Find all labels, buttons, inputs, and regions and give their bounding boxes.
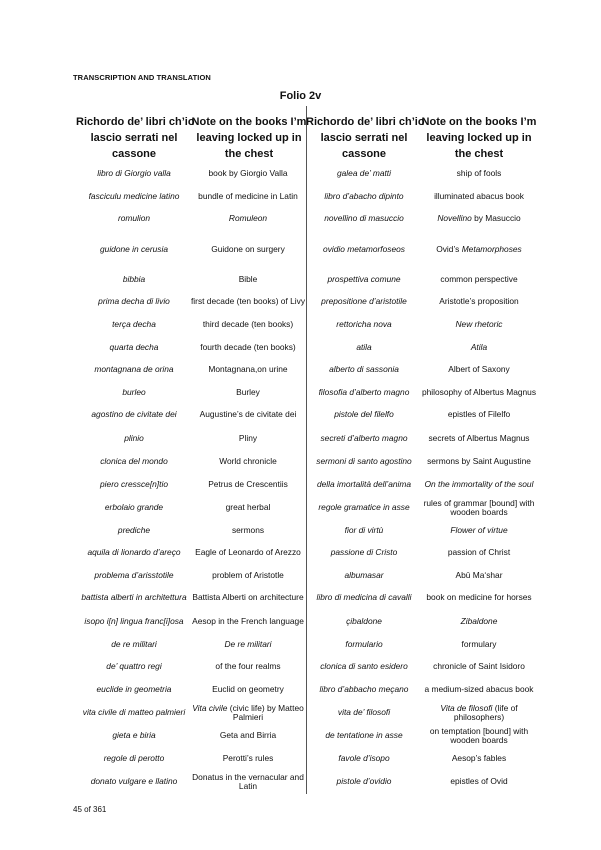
- right-original-title: [307, 337, 421, 360]
- original-title-text: libro di Giorgio valla: [97, 168, 171, 179]
- original-title-text: romulion: [117, 213, 151, 224]
- original-title-text: erbolaio grande: [104, 502, 164, 513]
- original-title-text: ovidio metamorfoseos: [323, 244, 405, 255]
- translation-text: [191, 297, 305, 307]
- translation-text: [190, 773, 306, 792]
- translation-part: Abū Ma‘shar: [455, 570, 503, 581]
- left-original-title: [77, 702, 191, 725]
- right-translation: [421, 587, 537, 610]
- translation-text: [450, 777, 507, 787]
- right-translation: [421, 291, 537, 314]
- translation-part: secrets of Albertus Magnus: [428, 433, 530, 444]
- right-translation: [421, 771, 537, 794]
- translation-text: [219, 457, 277, 467]
- right-translation: [421, 451, 537, 474]
- right-translation: [421, 269, 537, 292]
- original-title-text: galea de’ matti: [336, 168, 391, 179]
- left-original-title: [77, 474, 191, 497]
- right-original-title: [307, 186, 421, 209]
- translation-part: first decade (ten books) of Livy: [190, 296, 306, 307]
- translation-part: epistles of Filelfo: [447, 409, 511, 420]
- translation-text: [434, 192, 524, 202]
- translation-text: [450, 526, 507, 536]
- right-translation: [421, 208, 537, 231]
- original-title-text: vita civile di matteo palmieri: [82, 707, 186, 718]
- translation-text: [208, 365, 287, 375]
- translation-part: common perspective: [440, 274, 518, 285]
- right-original-title: [307, 520, 421, 543]
- header-line: lascio serrati nel: [90, 132, 178, 144]
- translation-italic-part: Novellino: [437, 213, 472, 224]
- translation-text: [198, 192, 298, 202]
- translation-text: [209, 169, 288, 179]
- left-translation: [190, 634, 306, 657]
- right-original-title: [307, 239, 421, 262]
- right-original-title: [307, 656, 421, 679]
- translation-text: [212, 685, 284, 695]
- left-translation: [190, 474, 306, 497]
- translation-part: Euclid on geometry: [212, 684, 284, 695]
- original-title-text: burleo: [122, 387, 146, 398]
- right-original-title: [307, 474, 421, 497]
- original-title-text: filosofia d’alberto magno: [318, 387, 410, 398]
- header-line: leaving locked up in: [196, 132, 302, 144]
- right-original-title: [307, 611, 421, 634]
- left-translation: [190, 337, 306, 360]
- translation-text: [200, 410, 297, 420]
- translation-part: New rhetoric: [455, 319, 503, 330]
- header-line: leaving locked up in: [426, 132, 532, 144]
- right-translation: [421, 337, 537, 360]
- right-original-title: [307, 771, 421, 794]
- translation-part: sermons by Saint Augustine: [427, 456, 531, 467]
- left-translation: [190, 497, 306, 520]
- translation-part: book by Giorgio Valla: [208, 168, 288, 179]
- translation-part: Eagle of Leonardo of Arezzo: [195, 547, 301, 558]
- translation-text: [452, 754, 506, 764]
- translation-part: (life of philosophers): [453, 702, 518, 722]
- translation-text: [440, 275, 517, 285]
- translation-text: [421, 704, 537, 723]
- translation-part: third decade (ten books): [202, 319, 294, 330]
- translation-text: [239, 275, 258, 285]
- translation-text: [448, 410, 510, 420]
- original-title-text: regole gramatice in asse: [318, 502, 410, 513]
- translation-part: great herbal: [225, 502, 271, 513]
- original-title-text: favole d’isopo: [338, 753, 390, 764]
- translation-part: a medium-sized abacus book: [424, 684, 534, 695]
- translation-part: Guidone on surgery: [211, 244, 285, 255]
- original-title-text: passione di Cristo: [330, 547, 398, 558]
- translation-part: passion of Christ: [447, 547, 511, 558]
- right-translation: [421, 565, 537, 588]
- left-translation: [190, 679, 306, 702]
- translation-part: Romuleon: [228, 213, 268, 224]
- translation-text: [437, 214, 520, 224]
- left-original-title: [77, 208, 191, 231]
- translation-part: formulary: [461, 639, 497, 650]
- original-title-text: secreti d’alberto magno: [320, 433, 408, 444]
- translation-text: [192, 617, 304, 627]
- left-original-title: [77, 269, 191, 292]
- translation-text: [211, 245, 285, 255]
- translation-part: Battista Alberti on architecture: [192, 592, 304, 603]
- translation-text: [439, 297, 518, 307]
- left-translation: [190, 725, 306, 748]
- header-line: Note on the books I’m: [191, 116, 307, 128]
- translation-text: [426, 593, 531, 603]
- right-original-title: [307, 679, 421, 702]
- left-translation: [190, 163, 306, 186]
- right-original-title: [307, 269, 421, 292]
- left-original-title: [77, 520, 191, 543]
- header-line: lascio serrati nel: [320, 132, 408, 144]
- right-translation: [421, 611, 537, 634]
- original-title-text: çibaldone: [346, 616, 382, 627]
- translation-text: [436, 245, 522, 255]
- original-title-text: vita de’ filosofi: [337, 707, 391, 718]
- right-original-title: [307, 565, 421, 588]
- translation-text: [461, 617, 498, 627]
- translation-text: [190, 704, 306, 723]
- original-title-text: pistole del filelfo: [334, 409, 394, 420]
- translation-part: on temptation [bound] with wooden boards: [429, 725, 529, 745]
- right-original-title: [307, 451, 421, 474]
- original-title-text: prima decha di livio: [98, 296, 170, 307]
- right-original-title: [307, 208, 421, 231]
- translation-part: bundle of medicine in Latin: [198, 191, 298, 202]
- original-title-text: de re militari: [111, 639, 157, 650]
- original-title-text: rettoricha nova: [336, 319, 392, 330]
- translation-text: [220, 731, 276, 741]
- original-title-text: piero cressce[n]tio: [100, 479, 168, 490]
- original-title-text: de tentatione in asse: [325, 730, 403, 741]
- original-title-text: prepositione d’aristotile: [321, 296, 407, 307]
- left-translation: [190, 702, 306, 725]
- translation-part: Flower of virtue: [450, 525, 508, 536]
- translation-text: [195, 548, 301, 558]
- translation-part: On the immortality of the soul: [424, 479, 534, 490]
- translation-text: [232, 526, 264, 536]
- original-title-text: regole di perotto: [103, 753, 165, 764]
- original-title-text: libro d’abbacho meçano: [319, 684, 409, 695]
- right-translation: [421, 634, 537, 657]
- original-title-text: novellino di masuccio: [324, 213, 404, 224]
- right-translation: [421, 748, 537, 771]
- left-translation: [190, 269, 306, 292]
- translation-part: Bible: [238, 274, 258, 285]
- translation-text: [428, 434, 529, 444]
- translation-text: [471, 343, 487, 353]
- original-title-text: libro d’abacho dipinto: [324, 191, 404, 202]
- left-original-title: [77, 748, 191, 771]
- translation-italic-part: Metamorphoses: [461, 244, 522, 255]
- translation-part: Petrus de Crescentiis: [208, 479, 288, 490]
- translation-part: Atila: [470, 342, 488, 353]
- left-original-title: [77, 404, 191, 427]
- left-translation: [190, 314, 306, 337]
- translation-part: World chronicle: [219, 456, 277, 467]
- original-title-text: euclide in geometria: [96, 684, 172, 695]
- left-original-title: [77, 451, 191, 474]
- left-translation: [190, 291, 306, 314]
- translation-text: [226, 503, 271, 513]
- right-translation: [421, 679, 537, 702]
- right-translation: [421, 474, 537, 497]
- header-line: Richordo de’ libri ch’io: [306, 116, 425, 128]
- right-original-title: [307, 497, 421, 520]
- translation-text: [215, 662, 280, 672]
- original-title-text: libro di medicina di cavalli: [316, 592, 412, 603]
- original-title-text: plinio: [124, 433, 144, 444]
- translation-text: [200, 343, 295, 353]
- translation-part: De re militari: [224, 639, 272, 650]
- left-translation: [190, 451, 306, 474]
- header-line: Note on the books I’m: [421, 116, 537, 128]
- header-line: Richordo de’ libri ch’io: [76, 116, 195, 128]
- translation-text: [225, 640, 272, 650]
- right-original-title: [307, 542, 421, 565]
- right-translation: [421, 186, 537, 209]
- left-original-title: [77, 611, 191, 634]
- translation-text: [236, 388, 260, 398]
- left-translation: [190, 239, 306, 262]
- translation-text: [223, 754, 274, 764]
- left-translation: [190, 771, 306, 794]
- translation-part: Zibaldone: [460, 616, 498, 627]
- original-title-text: guidone in cerusia: [100, 244, 168, 255]
- translation-part: rules of grammar [bound] with wooden boards: [423, 497, 535, 517]
- header-line: the chest: [224, 148, 274, 160]
- translation-text: [462, 640, 497, 650]
- original-title-text: clonica del mondo: [100, 456, 168, 467]
- translation-part: Aesop in the French language: [192, 616, 304, 627]
- left-translation: [190, 520, 306, 543]
- right-translation: [421, 702, 537, 725]
- translation-part: Montagnana,on urine: [208, 364, 288, 375]
- right-translation: [421, 428, 537, 451]
- left-original-title: [77, 725, 191, 748]
- left-translation: [190, 428, 306, 451]
- translation-text: [239, 434, 257, 444]
- translation-part: Augustine’s de civitate dei: [199, 409, 297, 420]
- left-translation: [190, 542, 306, 565]
- translation-part: book on medicine for horses: [426, 592, 532, 603]
- translation-part: Aristotle’s proposition: [439, 296, 519, 307]
- original-title-text: prospettiva comune: [327, 274, 401, 285]
- left-translation: [190, 587, 306, 610]
- translation-text: [212, 571, 284, 581]
- left-original-title: [77, 587, 191, 610]
- translation-italic-part: Vita civile: [192, 702, 228, 713]
- left-original-title: [77, 291, 191, 314]
- translation-text: [425, 685, 534, 695]
- original-title-text: montagnana de orina: [94, 364, 174, 375]
- translation-text: [421, 499, 537, 518]
- translation-part: illuminated abacus book: [434, 191, 524, 202]
- header-line: cassone: [111, 148, 157, 160]
- right-translation: [421, 497, 537, 520]
- right-translation: [421, 542, 537, 565]
- original-title-text: atila: [356, 342, 372, 353]
- translation-text: [455, 571, 502, 581]
- left-original-title: [77, 337, 191, 360]
- left-original-title: [77, 679, 191, 702]
- right-original-title: [307, 702, 421, 725]
- left-translation: [190, 186, 306, 209]
- translation-part: sermons: [231, 525, 265, 536]
- right-original-title: [307, 725, 421, 748]
- page-number: 45 of 361: [73, 805, 107, 814]
- right-original-title: [307, 314, 421, 337]
- translation-part: problem of Aristotle: [212, 570, 284, 581]
- original-title-text: clonica di santo esidero: [320, 661, 408, 672]
- header-line: cassone: [341, 148, 387, 160]
- left-translation: [190, 404, 306, 427]
- right-original-title: [307, 428, 421, 451]
- left-original-title: [77, 771, 191, 794]
- original-title-text: battista alberti in architettura: [81, 592, 187, 603]
- translation-text: [203, 320, 293, 330]
- original-title-text: della imortalità dell’anima: [316, 479, 412, 490]
- translation-text: [448, 365, 509, 375]
- translation-text: [229, 214, 267, 224]
- left-translation: [190, 748, 306, 771]
- left-original-title: [77, 186, 191, 209]
- original-title-text: de’ quattro regi: [106, 661, 162, 672]
- original-title-text: donato vulgare e llatino: [90, 776, 178, 787]
- right-translation: [421, 382, 537, 405]
- left-original-title: [77, 428, 191, 451]
- translation-part: ship of fools: [456, 168, 502, 179]
- original-title-text: formulario: [345, 639, 383, 650]
- translation-text: [433, 662, 525, 672]
- right-original-title: [307, 382, 421, 405]
- original-title-text: pistole d’ovidio: [336, 776, 392, 787]
- original-title-text: problema d’arisstotile: [94, 570, 174, 581]
- section-heading: TRANSCRIPTION AND TRANSLATION: [73, 73, 211, 82]
- right-original-title: [307, 587, 421, 610]
- right-translation: [421, 725, 537, 748]
- left-original-title: [77, 634, 191, 657]
- translation-part: fourth decade (ten books): [200, 342, 296, 353]
- right-translation: [421, 314, 537, 337]
- translation-text: [457, 169, 502, 179]
- left-original-title: [77, 359, 191, 382]
- header-right-translation: [420, 114, 538, 162]
- translation-part: Albert of Saxony: [448, 364, 510, 375]
- translation-part: Pliny: [238, 433, 258, 444]
- left-original-title: [77, 565, 191, 588]
- header-left-original: [76, 114, 195, 162]
- folio-title: Folio 2v: [279, 90, 322, 102]
- right-original-title: [307, 634, 421, 657]
- translation-part: by Masuccio: [471, 213, 521, 224]
- translation-italic-part: Vita de filosofi: [440, 702, 493, 713]
- original-title-text: aquila di lionardo d’areço: [87, 547, 181, 558]
- right-translation: [421, 404, 537, 427]
- right-original-title: [307, 404, 421, 427]
- left-original-title: [77, 382, 191, 405]
- original-title-text: terça decha: [112, 319, 156, 330]
- left-translation: [190, 565, 306, 588]
- left-translation: [190, 656, 306, 679]
- header-line: the chest: [454, 148, 504, 160]
- original-title-text: sermoni di santo agostino: [316, 456, 412, 467]
- translation-part: Geta and Birria: [219, 730, 277, 741]
- translation-text: [422, 388, 536, 398]
- right-translation: [421, 359, 537, 382]
- translation-part: Burley: [236, 387, 260, 398]
- translation-text: [192, 593, 303, 603]
- translation-text: [425, 480, 534, 490]
- original-title-text: gieta e biria: [112, 730, 156, 741]
- translation-part: epistles of Ovid: [450, 776, 508, 787]
- original-title-text: isopo i[n] lingua franc[i]osa: [84, 616, 184, 627]
- translation-part: Donatus in the vernacular and Latin: [192, 771, 304, 791]
- header-right-original: [306, 114, 425, 162]
- left-original-title: [77, 239, 191, 262]
- original-title-text: quarta decha: [109, 342, 159, 353]
- original-title-text: fasciculu medicine latino: [88, 191, 180, 202]
- right-original-title: [307, 163, 421, 186]
- original-title-text: albumasar: [344, 570, 384, 581]
- left-original-title: [77, 497, 191, 520]
- translation-text: [455, 320, 502, 330]
- left-original-title: [77, 314, 191, 337]
- left-translation: [190, 359, 306, 382]
- left-original-title: [77, 163, 191, 186]
- translation-text: [448, 548, 510, 558]
- translation-part: Perotti’s rules: [222, 753, 274, 764]
- original-title-text: prediche: [117, 525, 151, 536]
- original-title-text: fior di virtù: [344, 525, 384, 536]
- left-translation: [190, 611, 306, 634]
- right-original-title: [307, 359, 421, 382]
- translation-part: philosophy of Albertus Magnus: [421, 387, 537, 398]
- right-translation: [421, 520, 537, 543]
- right-original-title: [307, 291, 421, 314]
- left-translation: [190, 382, 306, 405]
- left-original-title: [77, 542, 191, 565]
- translation-text: [421, 727, 537, 746]
- translation-part: Ovid’s: [436, 244, 462, 255]
- translation-text: [208, 480, 288, 490]
- original-title-text: agostino de civitate dei: [91, 409, 177, 420]
- right-translation: [421, 239, 537, 262]
- left-original-title: [77, 656, 191, 679]
- translation-text: [427, 457, 531, 467]
- translation-part: of the four realms: [215, 661, 281, 672]
- original-title-text: alberto di sassonia: [329, 364, 399, 375]
- original-title-text: bibbia: [122, 274, 146, 285]
- left-translation: [190, 208, 306, 231]
- right-translation: [421, 656, 537, 679]
- header-left-translation: [190, 114, 308, 162]
- right-original-title: [307, 748, 421, 771]
- translation-part: (civic life) by Matteo Palmieri: [227, 702, 304, 722]
- translation-part: chronicle of Saint Isidoro: [433, 661, 525, 672]
- translation-part: Aesop’s fables: [451, 753, 507, 764]
- right-translation: [421, 163, 537, 186]
